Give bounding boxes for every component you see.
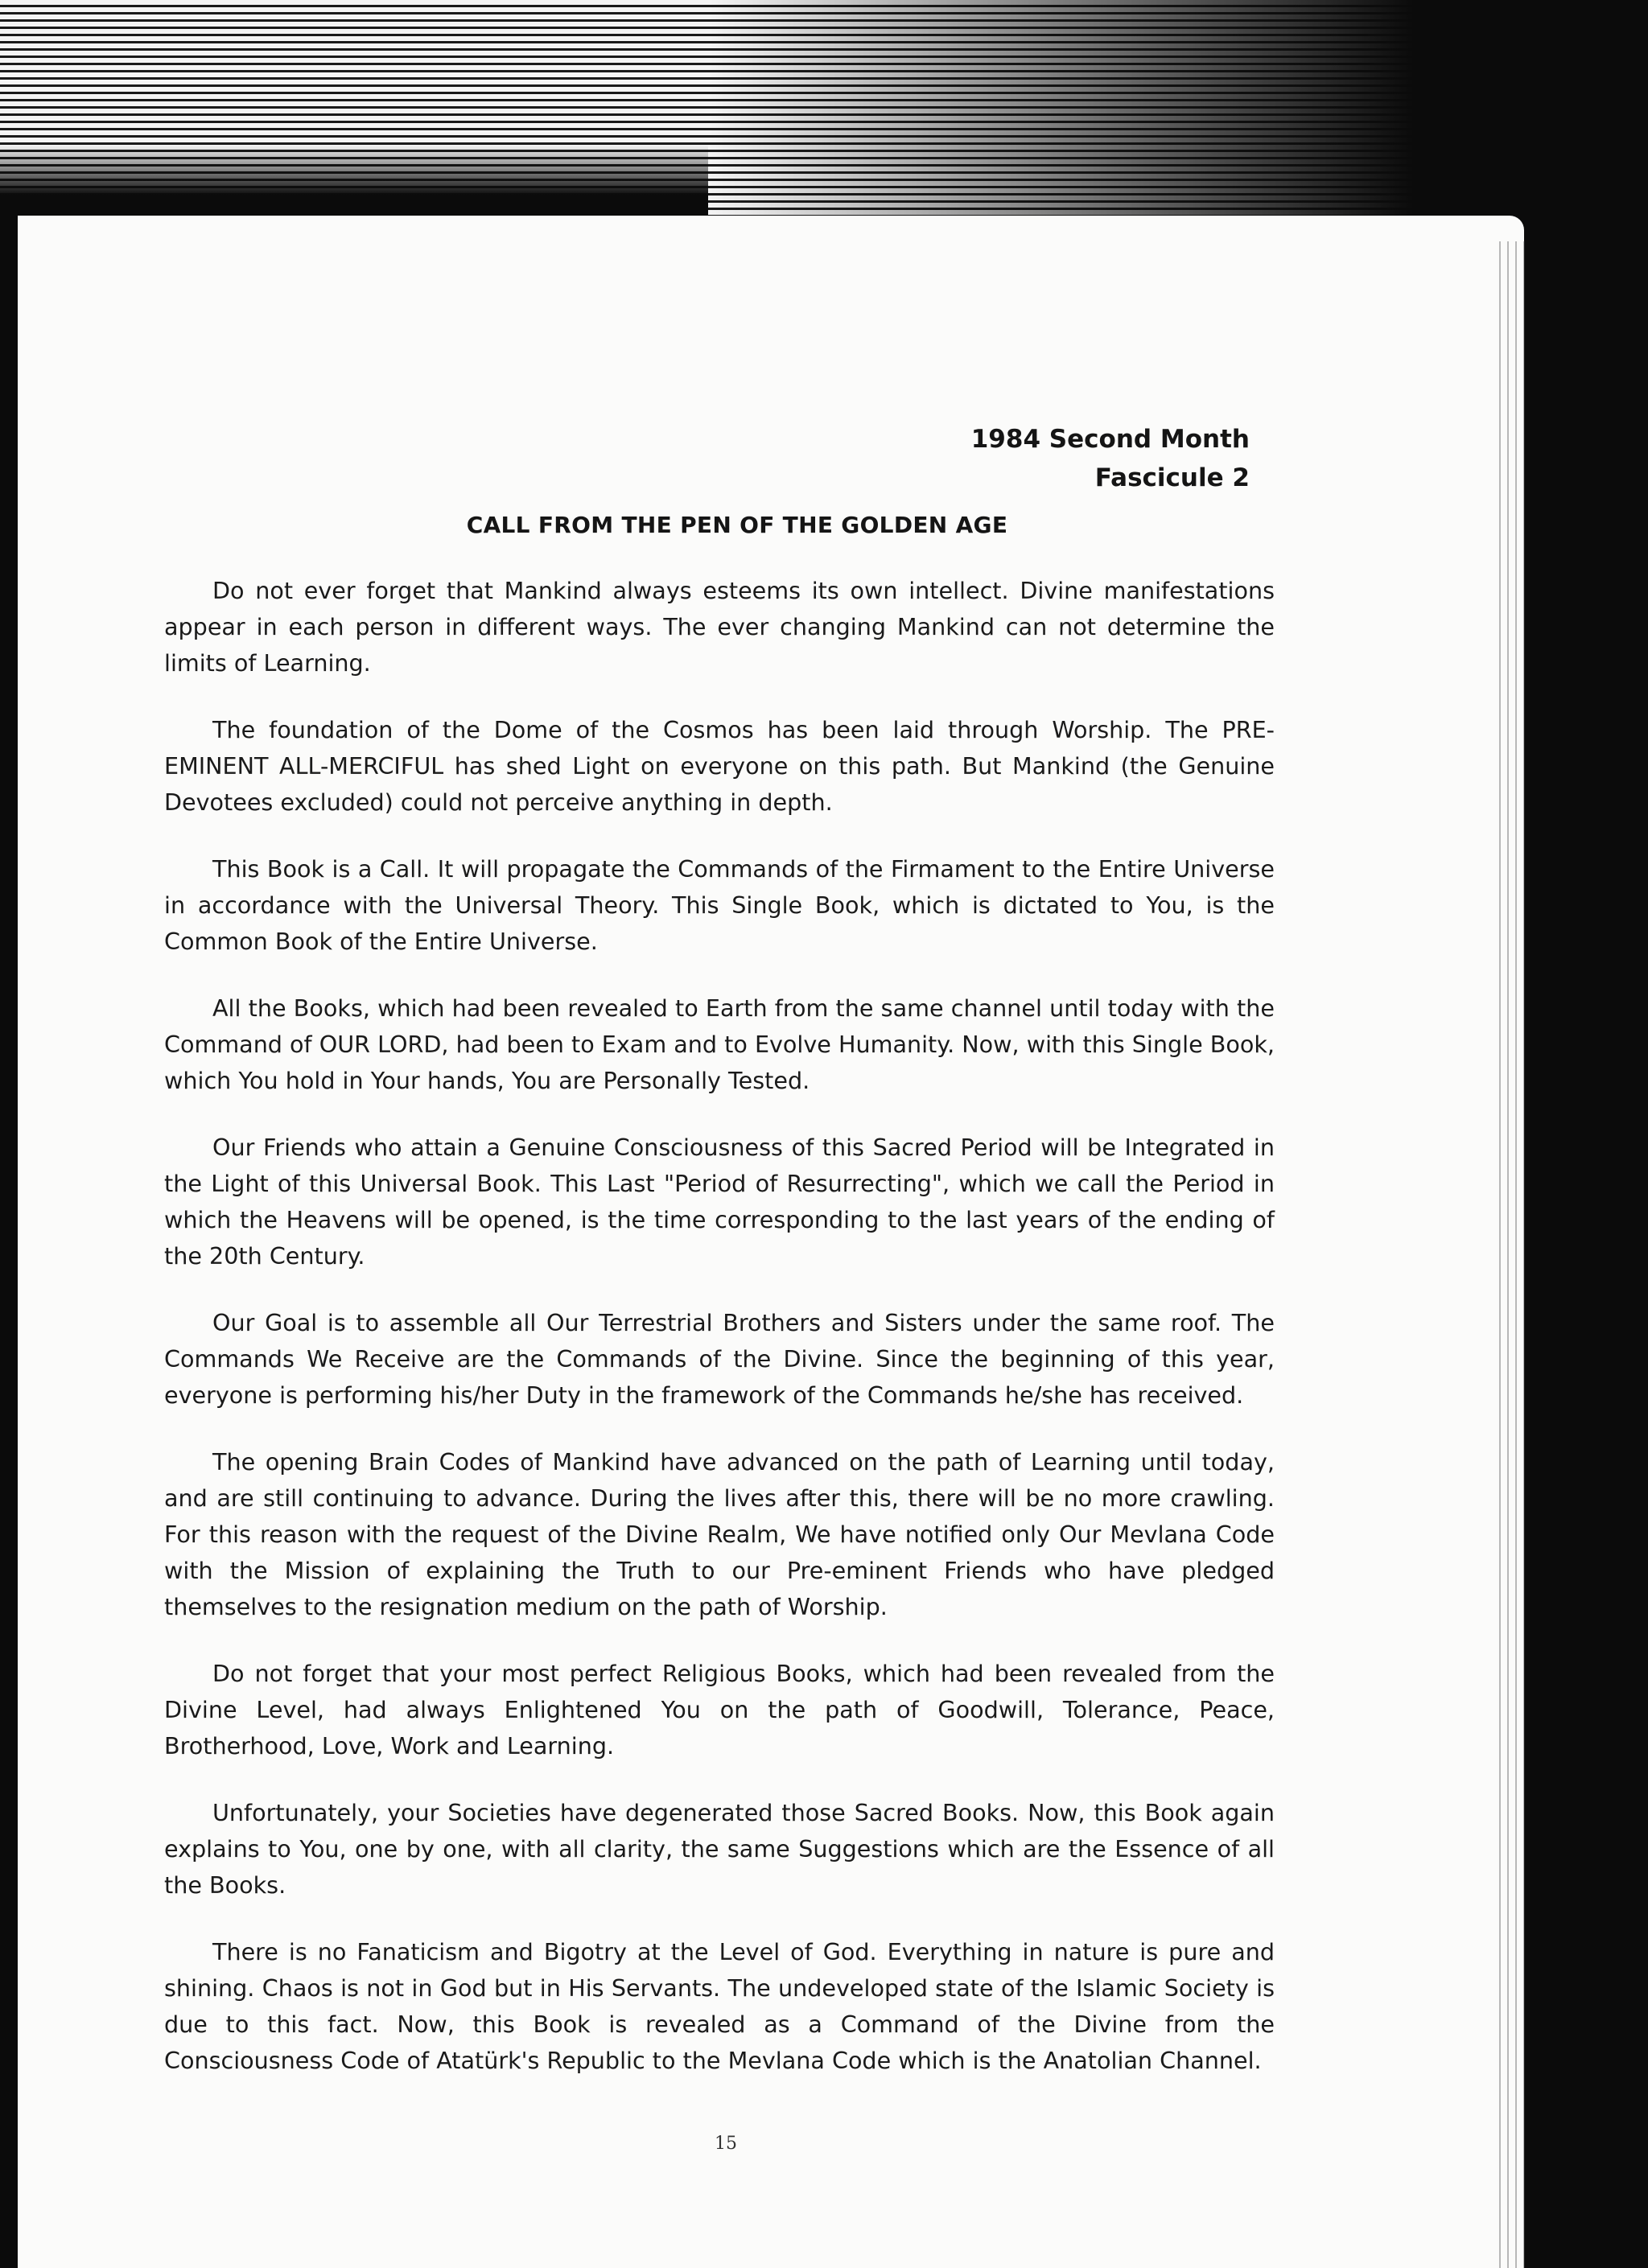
paragraph: Do not forget that your most perfect Religious Books, which had been revealed from the Divine Level, had always Enlightened You on the path of Goodwill, Tolerance, Peace, Brotherhood, Love, Work and Learning.	[164, 1660, 1275, 1760]
paragraph: The opening Brain Codes of Mankind have advanced on the path of Learning until today, and are still continuing to advance. During the lives after this, there will be no more crawling. For this reason with the request of the Divine Realm, We have notified only Our Mevlana Code with the Mission of explaining the Truth to our Pre-eminent Friends who have pledged themselves to the resignation medium on the path of Worship.	[164, 1448, 1275, 1620]
paragraph: There is no Fanaticism and Bigotry at the Level of God. Everything in nature is pure and shining. Chaos is not in God but in His Servants. The undeveloped state of the Islamic Society is due to this fact. Now, this Book is revealed as a Command of the Divine from the Consciousness Code of Atatürk's Republic to the Mevlana Code which is the Anatolian Channel.	[164, 1938, 1275, 2074]
scanner-shadow-left	[0, 145, 708, 217]
paragraph: Unfortunately, your Societies have degenerated those Sacred Books. Now, this Book again explains to You, one by one, with all clarity, the same Suggestions which are the Essence of all the Books.	[164, 1799, 1275, 1899]
paragraph: The foundation of the Dome of the Cosmos has been laid through Worship. The PRE-EMINENT ALL-MERCIFUL has shed Light on everyone on this path. But Mankind (the Genuine Devotees excluded) could not perceive anything in depth.	[164, 716, 1275, 816]
page-header	[971, 420, 1250, 497]
paragraph: Our Friends who attain a Genuine Consciousness of this Sacred Period will be Integrated in the Light of this Universal Book. This Last "Period of Resurrecting", which we call the Period in which the Heavens will be opened, is the time corresponding to the last years of the ending of the 20th Century.	[164, 1134, 1275, 1270]
header-fascicule: Fascicule 2	[1094, 463, 1250, 492]
page-edge-stack	[1493, 241, 1525, 2268]
body-text	[164, 573, 1275, 2110]
page-number: 15	[715, 2134, 737, 2154]
paragraph: This Book is a Call. It will propagate the Commands of the Firmament to the Entire Universe in accordance with the Universal Theory. This Single Book, which is dictated to You, is the Common Book of the Entire Universe.	[164, 855, 1275, 955]
paragraph: All the Books, which had been revealed to Earth from the same channel until today with the Command of OUR LORD, had been to Exam and to Evolve Humanity. Now, with this Single Book, which You hold in Your hands, You are Personally Tested.	[164, 994, 1275, 1094]
scanner-shadow	[708, 0, 1648, 217]
paragraph: Our Goal is to assemble all Our Terrestrial Brothers and Sisters under the same roof. The Commands We Receive are the Commands of the Divine. Since the beginning of this year, everyone is performing his/her Duty in the framework of the Commands he/she has received.	[164, 1309, 1275, 1409]
header-date: 1984 Second Month	[970, 425, 1250, 454]
chapter-title: CALL FROM THE PEN OF THE GOLDEN AGE	[466, 512, 1008, 538]
paragraph: Do not ever forget that Mankind always esteems its own intellect. Divine manifestations appear in each person in different ways. The ever changing Mankind can not determine the limits of Learning.	[164, 577, 1275, 677]
